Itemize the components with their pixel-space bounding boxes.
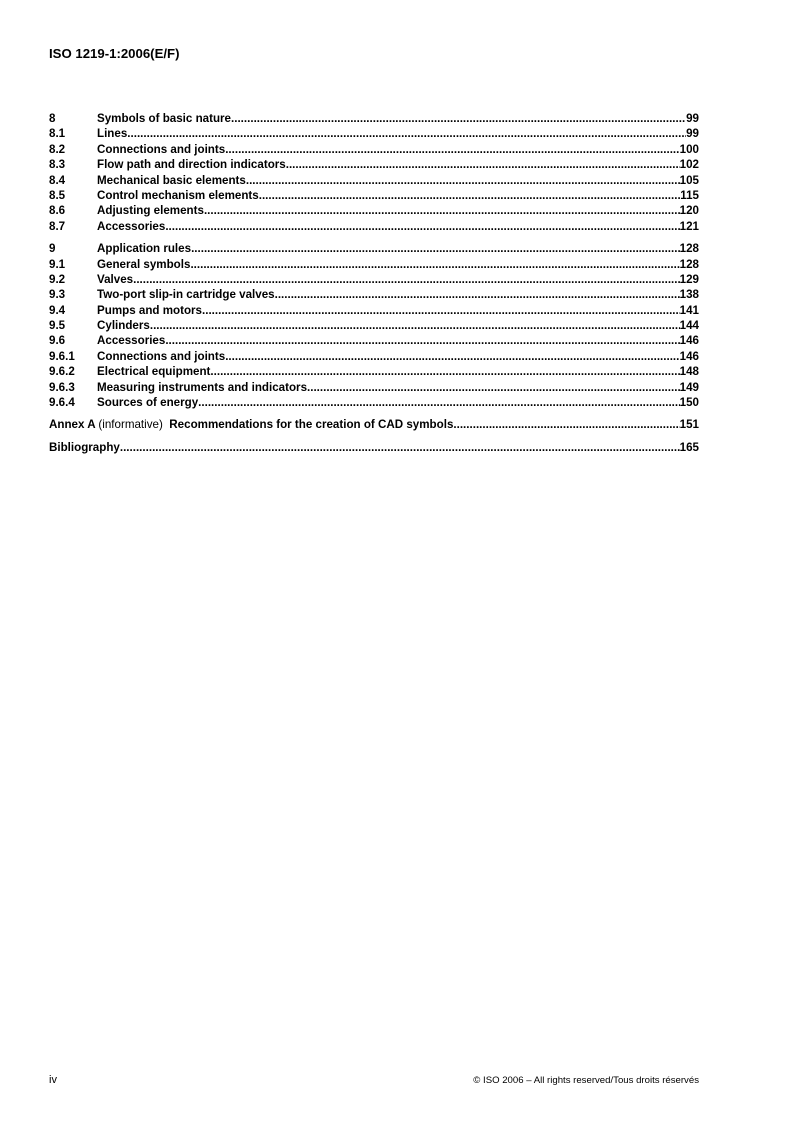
toc-number: 9.3 <box>49 288 66 302</box>
toc-entry[interactable] <box>49 303 699 318</box>
toc-section-8 <box>49 111 699 234</box>
toc-number: 8.1 <box>49 127 66 141</box>
toc-page: 146 <box>679 349 699 363</box>
toc-number: 9.2 <box>49 272 66 286</box>
toc-page: 129 <box>679 272 699 286</box>
toc-entry[interactable] <box>49 111 699 126</box>
document-header: ISO 1219-1:2006(E/F) <box>49 46 180 61</box>
toc-entry[interactable] <box>49 188 699 203</box>
toc-title <box>49 417 453 432</box>
toc-title: General symbols <box>97 257 191 271</box>
toc-entry[interactable] <box>49 287 699 302</box>
dot-leader <box>275 287 680 302</box>
dot-leader <box>307 380 680 395</box>
table-of-contents <box>49 111 699 462</box>
toc-number: 8.3 <box>49 158 66 172</box>
toc-page: 128 <box>679 242 699 256</box>
toc-page: 151 <box>679 418 699 432</box>
toc-title: Cylinders <box>97 319 150 333</box>
toc-page: 141 <box>679 303 699 317</box>
dot-leader <box>120 440 680 455</box>
footer-page-number: iv <box>49 1074 57 1086</box>
dot-leader <box>165 219 679 234</box>
toc-entry[interactable] <box>49 318 699 333</box>
annex-title: Recommendations for the creation of CAD symbols <box>169 418 454 432</box>
toc-number: 8 <box>49 112 56 125</box>
toc-number: 9 <box>49 242 56 256</box>
toc-section-9 <box>49 241 699 410</box>
toc-title: Bibliography <box>49 440 120 454</box>
toc-title: Pumps and motors <box>97 303 203 317</box>
dot-leader <box>286 157 680 172</box>
toc-page: 149 <box>679 380 699 394</box>
toc-title: Valves <box>97 272 134 286</box>
toc-number: 8.2 <box>49 142 66 156</box>
dot-leader <box>259 188 681 203</box>
dot-leader <box>191 241 680 256</box>
toc-entry[interactable] <box>49 173 699 188</box>
annex-label: Annex A <box>49 418 96 432</box>
dot-leader <box>150 318 680 333</box>
toc-title: Accessories <box>97 219 166 233</box>
toc-number: 9.4 <box>49 303 66 317</box>
toc-entry[interactable] <box>49 349 699 364</box>
toc-page: 148 <box>679 365 699 379</box>
toc-page: 120 <box>679 204 699 218</box>
toc-bibliography <box>49 440 699 455</box>
toc-number: 9.6.4 <box>49 396 75 410</box>
toc-page: 138 <box>679 288 699 302</box>
toc-page: 146 <box>679 334 699 348</box>
toc-entry[interactable] <box>49 157 699 172</box>
toc-number: 9.6.2 <box>49 365 75 379</box>
toc-page: 150 <box>679 396 699 410</box>
toc-title: Lines <box>97 127 128 141</box>
dot-leader <box>453 417 679 432</box>
toc-title: Accessories <box>97 334 166 348</box>
toc-number: 9.1 <box>49 257 66 271</box>
toc-page: 128 <box>679 257 699 271</box>
dot-leader <box>165 333 679 348</box>
dot-leader <box>127 126 686 141</box>
toc-title: Flow path and direction indicators <box>97 158 286 172</box>
toc-title: Two-port slip-in cartridge valves <box>97 288 275 302</box>
toc-entry[interactable] <box>49 333 699 348</box>
toc-entry[interactable] <box>49 272 699 287</box>
toc-entry[interactable] <box>49 142 699 157</box>
toc-page: 105 <box>679 173 699 187</box>
toc-number: 8.7 <box>49 219 66 233</box>
toc-title: Adjusting elements <box>97 204 204 218</box>
toc-page: 165 <box>679 440 699 454</box>
dot-leader <box>204 203 680 218</box>
dot-leader <box>225 142 679 157</box>
toc-entry[interactable] <box>49 219 699 234</box>
toc-annex <box>49 417 699 432</box>
toc-number: 8.5 <box>49 188 66 202</box>
toc-entry-bibliography[interactable] <box>49 440 699 455</box>
toc-page: 144 <box>679 319 699 333</box>
toc-page: 121 <box>679 219 699 233</box>
toc-entry-annex-a[interactable] <box>49 417 699 432</box>
toc-title: Mechanical basic elements <box>97 173 246 187</box>
toc-title: Measuring instruments and indicators <box>97 380 308 394</box>
toc-number: 9.6.1 <box>49 349 75 363</box>
toc-entry[interactable] <box>49 380 699 395</box>
annex-note: (informative) <box>98 418 163 432</box>
toc-title: Connections and joints <box>97 349 226 363</box>
toc-entry[interactable] <box>49 395 699 410</box>
toc-page: 99 <box>686 127 699 141</box>
toc-title: Application rules <box>97 242 192 256</box>
dot-leader <box>202 303 680 318</box>
dot-leader <box>225 349 679 364</box>
dot-leader <box>198 395 679 410</box>
toc-title: Symbols of basic nature <box>97 112 232 125</box>
toc-entry[interactable] <box>49 126 699 141</box>
toc-number: 9.5 <box>49 319 66 333</box>
footer-copyright: © ISO 2006 – All rights reserved/Tous droits réservés <box>473 1075 699 1086</box>
toc-entry[interactable] <box>49 364 699 379</box>
toc-page: 99 <box>686 112 699 125</box>
toc-page: 100 <box>679 142 699 156</box>
toc-number: 9.6.3 <box>49 380 75 394</box>
toc-title: Control mechanism elements <box>97 188 259 202</box>
dot-leader <box>190 257 679 272</box>
toc-entry[interactable] <box>49 203 699 218</box>
dot-leader <box>246 173 680 188</box>
toc-entry[interactable] <box>49 257 699 272</box>
toc-page: 102 <box>679 158 699 172</box>
toc-title: Electrical equipment <box>97 365 211 379</box>
toc-title: Connections and joints <box>97 142 226 156</box>
toc-entry[interactable] <box>49 241 699 256</box>
dot-leader <box>210 364 679 379</box>
toc-title: Sources of energy <box>97 396 199 410</box>
toc-number: 8.4 <box>49 173 66 187</box>
dot-leader <box>133 272 680 287</box>
toc-number: 9.6 <box>49 334 66 348</box>
toc-number: 8.6 <box>49 204 66 218</box>
toc-page: 115 <box>680 188 699 202</box>
dot-leader <box>231 111 686 126</box>
